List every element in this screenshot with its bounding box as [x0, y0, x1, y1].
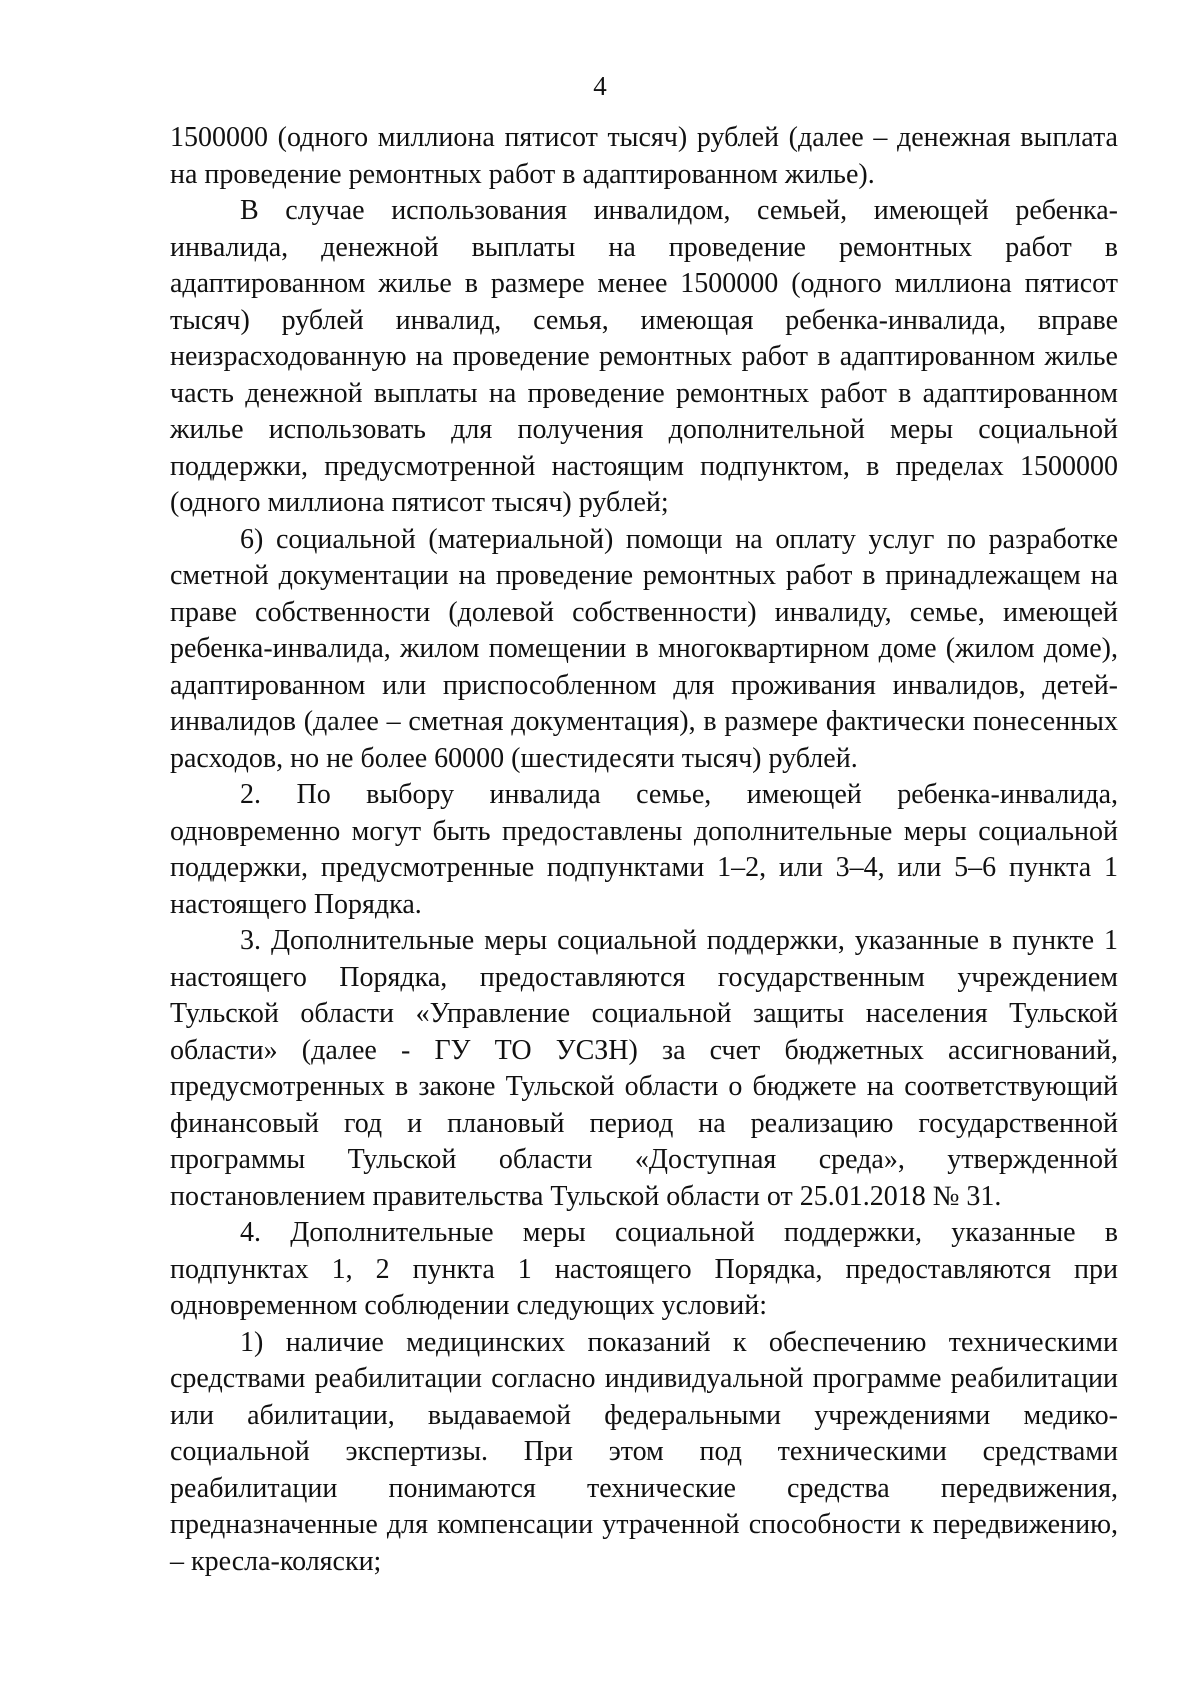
paragraph-continuation: 1500000 (одного миллиона пятисот тысяч) рублей (далее – денежная выплата на проведение ремонтных работ в адаптированном жилье). [170, 122, 1118, 190]
paragraph-subitem-6: 6) социальной (материальной) помощи на оплату услуг по разработке сметной документации на проведение ремонтных работ в принадлежащем на праве собственности (долевой собственности) инвалиду, семье, имеющей ребенка-инвалида, жилом помещении в многоквартирном доме (жилом доме), адаптированном или приспособленном для проживания инвалидов, детей-инвалидов (далее – сметная документация), в размере фактически понесенных расходов, но не более 60000 (шестидесяти тысяч) рублей. [170, 523, 1118, 774]
paragraph-condition-1: 1) наличие медицинских показаний к обеспечению техническими средствами реабилитации согласно индивидуальной программе реабилитации или абилитации, выдаваемой федеральными учреждениями медико-социальной экспертизы. При этом под техническими средствами реабилитации понимаются технические средства передвижения, предназначенные для компенсации утраченной способности к передвижению, – кресла-коляски; [170, 1326, 1118, 1577]
paragraph-unused-funds: В случае использования инвалидом, семьей, имеющей ребенка-инвалида, денежной выплаты на проведение ремонтных работ в адаптированном жилье в размере менее 1500000 (одного миллиона пятисот тысяч) рублей инвалид, семья, имеющая ребенка-инвалида, вправе неизрасходованную на проведение ремонтных работ в адаптированном жилье часть денежной выплаты на проведение ремонтных работ в адаптированном жилье использовать для получения дополнительной меры социальной поддержки, предусмотренной настоящим подпунктом, в пределах 1500000 (одного миллиона пятисот тысяч) рублей; [170, 195, 1118, 518]
paragraph-item-2: 2. По выбору инвалида семье, имеющей ребенка-инвалида, одновременно могут быть предоставлены дополнительные меры социальной поддержки, предусмотренные подпунктами 1–2, или 3–4, или 5–6 пункта 1 настоящего Порядка. [170, 779, 1118, 920]
paragraph-item-3: 3. Дополнительные меры социальной поддержки, указанные в пункте 1 настоящего Порядка, предоставляются государственным учреждением Тульской области «Управление социальной защиты населения Тульской области» (далее - ГУ ТО УСЗН) за счет бюджетных ассигнований, предусмотренных в законе Тульской области о бюджете на соответствующий финансовый год и плановый период на реализацию государственной программы Тульской области «Доступная среда», утвержденной постановлением правительства Тульской области от 25.01.2018 № 31. [170, 925, 1118, 1212]
document-body [170, 120, 1118, 1580]
page-number: 4 [593, 71, 607, 101]
paragraph-item-4: 4. Дополнительные меры социальной поддержки, указанные в подпунктах 1, 2 пункта 1 настоящего Порядка, предоставляются при одновременном соблюдении следующих условий: [170, 1217, 1118, 1321]
